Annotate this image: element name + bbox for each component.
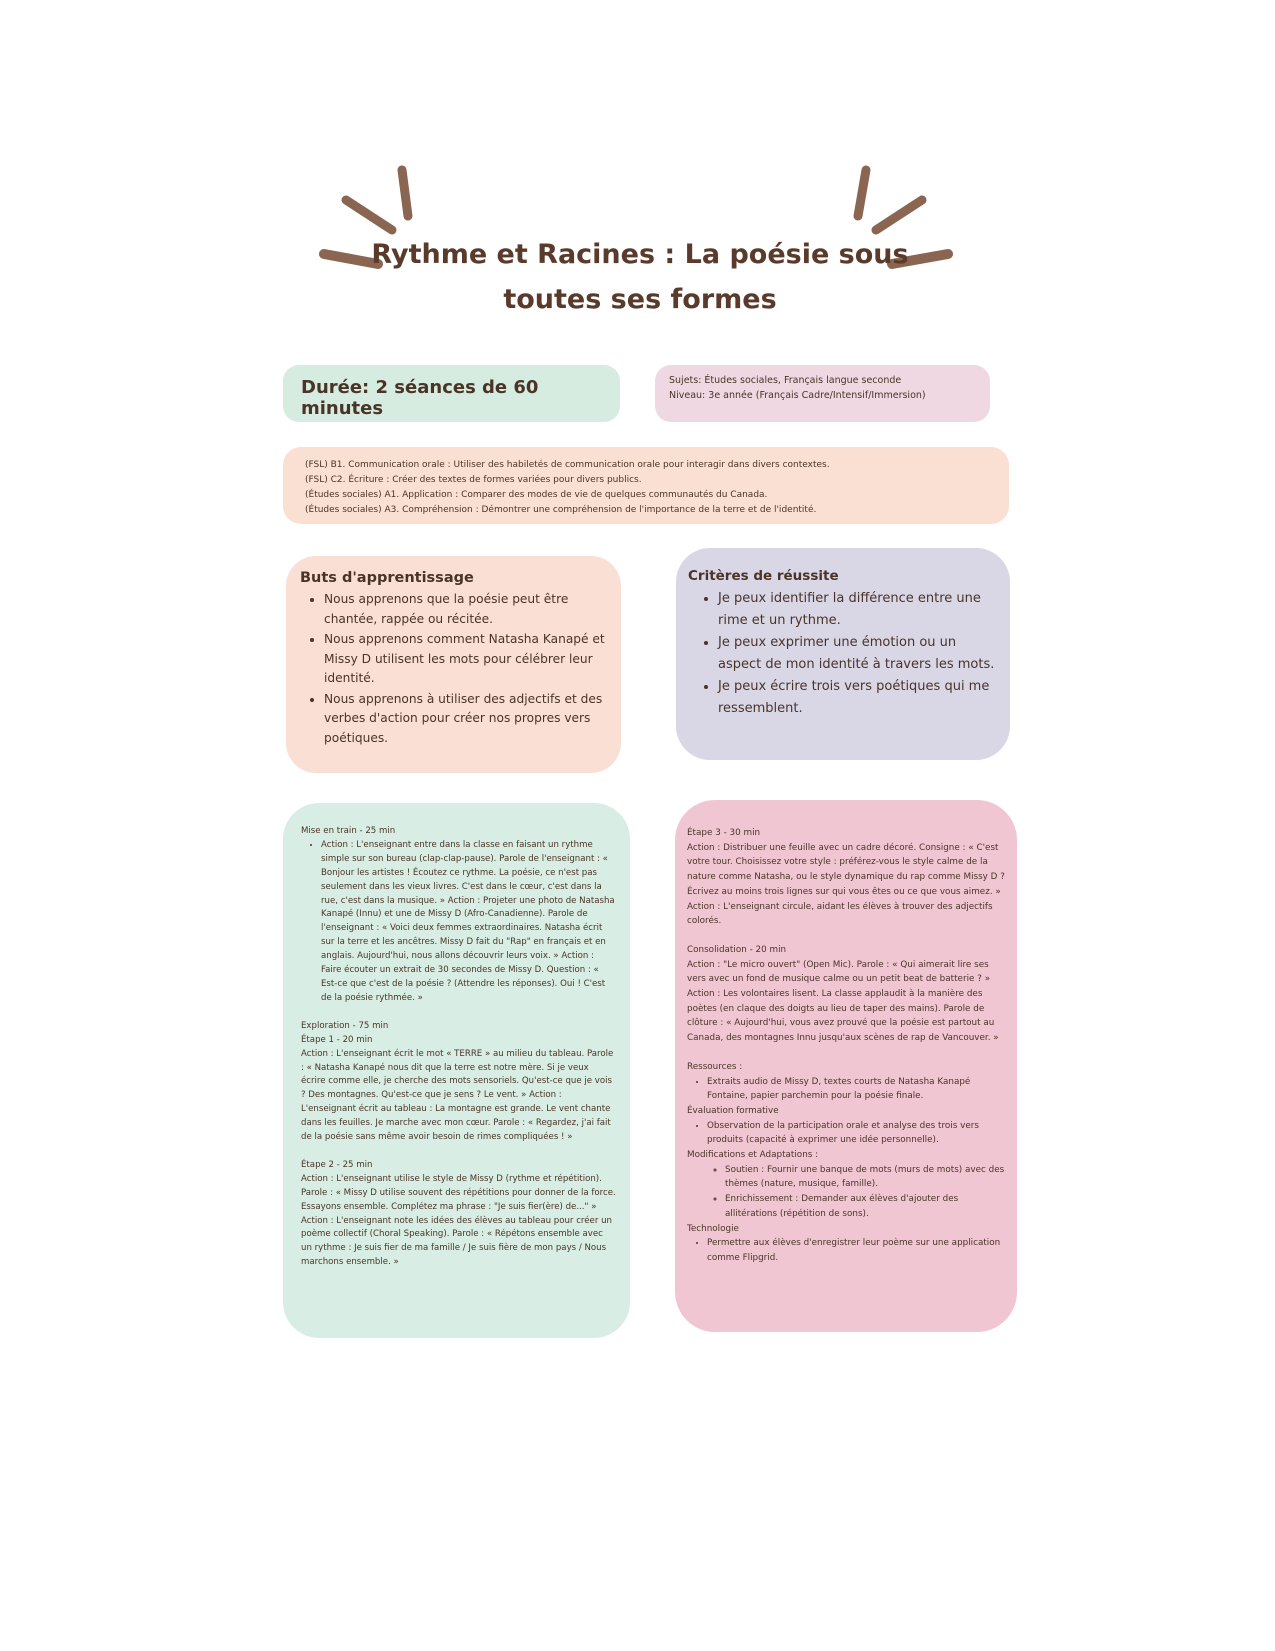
title-line-2: toutes ses formes — [503, 284, 777, 315]
page-title — [330, 232, 950, 322]
expectation-line: (FSL) B1. Communication orale : Utiliser des habiletés de communication orale pour interagir dans divers contextes. — [305, 460, 830, 470]
consolidation-heading: Consolidation - 20 min — [687, 944, 787, 955]
step3-text: Action : Distribuer une feuille avec un cadre décoré. Consigne : « C'est votre tour. Choisissez votre style : préférez-vous le style calme de la nature comme Natasha, ou le style dynamique du rap comme Missy D ? Écrivez au moins trois lignes sur qui vous êtes ou ce que vous aimez. » Action : L'enseignant circule, aidant les élèves à trouver des adjectifs colorés. — [687, 842, 1005, 927]
resources-item: • Extraits audio de Missy D, textes courts de Natasha Kanapé Fontaine, papier parchemin pour la poésie finale. — [707, 1075, 1005, 1104]
technology-heading: Technologie — [687, 1223, 739, 1234]
technology-list — [687, 1236, 1005, 1265]
learning-goals-card — [286, 556, 621, 773]
ray-left-2 — [346, 200, 392, 230]
consolidation-text: Action : "Le micro ouvert" (Open Mic). Parole : « Qui aimerait lire ses vers avec un fond de musique calme ou un petit beat de batterie ? » Action : Les volontaires lisent. La classe applaudit à la manière des poètes (en claque des doigts au lieu de taper des mains). Parole de clôture : « Aujourd'hui, vous avez prouvé que la poésie est partout au Canada, des montagnes Innu jusqu'aux scènes de rap de Vancouver. » — [687, 959, 999, 1044]
success-criteria-heading: Critères de réussite — [688, 568, 839, 584]
expectation-line: (Études sociales) A3. Compréhension : Démontrer une compréhension de l'importance de la terre et de l'identité. — [305, 505, 817, 515]
resources-heading: Ressources : — [687, 1061, 743, 1072]
exploration-heading: Exploration - 75 min — [301, 1020, 389, 1031]
warmup-list — [301, 839, 616, 1006]
lesson-right-column — [675, 800, 1017, 1332]
evaluation-list — [687, 1119, 1005, 1148]
modifications-heading: Modifications et Adaptations : — [687, 1150, 819, 1161]
expectation-line: (FSL) C2. Écriture : Créer des textes de formes variées pour divers publics. — [305, 475, 642, 485]
success-criterion-item: • Je peux écrire trois vers poétiques qui me ressemblent. — [718, 676, 998, 720]
success-criterion-item: • Je peux exprimer une émotion ou un aspect de mon identité à travers les mots. — [718, 632, 998, 676]
learning-goals-list — [300, 590, 607, 748]
modifications-list — [687, 1163, 1005, 1222]
learning-goals-heading: Buts d'apprentissage — [300, 570, 474, 586]
ray-right-1 — [858, 170, 866, 216]
success-criterion-item: • Je peux identifier la différence entre une rime et un rythme. — [718, 588, 998, 632]
step1-heading: Étape 1 - 20 min — [301, 1034, 373, 1045]
warmup-heading: Mise en train - 25 min — [301, 826, 396, 836]
learning-goal-item: • Nous apprenons à utiliser des adjectifs et des verbes d'action pour créer nos propres vers poétiques. — [324, 690, 607, 749]
learning-goal-item: • Nous apprenons comment Natasha Kanapé et Missy D utilisent les mots pour célébrer leur identité. — [324, 630, 607, 689]
ray-left-1 — [402, 170, 408, 216]
learning-goal-item: • Nous apprenons que la poésie peut être chantée, rappée ou récitée. — [324, 590, 607, 629]
step3-heading: Étape 3 - 30 min — [687, 828, 761, 838]
subjects-card — [655, 365, 990, 422]
step2-text: Action : L'enseignant utilise le style de Missy D (rythme et répétition). Parole : « Missy D utilise souvent des répétitions pour donner de la force. Essayons ensemble. Complétez ma phrase : "Je suis fier(ère) de..." » Action : L'enseignant note les idées des élèves au tableau pour créer un poème collectif (Choral Speaking). Parole : « Répétons ensemble avec un rythme : Je suis fier de ma famille / Je suis fière de mon pays / Nous marchons ensemble. » — [301, 1173, 616, 1268]
success-criteria-list — [688, 588, 998, 720]
step2-heading: Étape 2 - 25 min — [301, 1159, 373, 1170]
ray-right-2 — [876, 200, 922, 230]
curriculum-expectations-card — [283, 447, 1009, 524]
duration-text: Durée: 2 séances de 60 minutes — [301, 377, 539, 419]
success-criteria-card — [676, 548, 1010, 760]
title-line-1: Rythme et Racines : La poésie sous — [371, 239, 909, 270]
subjects-text: Sujets: Études sociales, Français langue seconde — [669, 375, 902, 386]
resources-list — [687, 1075, 1005, 1104]
warmup-item: • Action : L'enseignant entre dans la classe en faisant un rythme simple sur son bureau (clap-clap-pause). Parole de l'enseignant : « Bonjour les artistes ! Écoutez ce rythme. La poésie, ce n'est pas seulement dans les vieux livres. C'est dans le cœur, c'est dans la rue, c'est dans la musique. » Action : Projeter une photo de Natasha Kanapé (Innu) et une de Missy D (Afro-Canadienne). Parole de l'enseignant : « Voici deux femmes extraordinaires. Natasha écrit sur la terre et les ancêtres. Missy D fait du "Rap" en français et en anglais. Aujourd'hui, nous allons découvrir leurs voix. » Action : Faire écouter un extrait de 30 secondes de Missy D. Question : « Est-ce que c'est de la poésie ? (Attendre les réponses). Oui ! C'est de la poésie rythmée. » — [321, 839, 616, 1006]
step1-text: Action : L'enseignant écrit le mot « TERRE » au milieu du tableau. Parole : « Natasha Kanapé nous dit que la terre est notre mère. Si je veux écrire comme elle, je cherche des mots sensoriels. Qu'est-ce que je vois ? Des montagnes. Qu'est-ce que je sens ? Le vent. » Action : L'enseignant écrit au tableau : La montagne est grande. Le vent chante dans les feuilles. Je marche avec mon cœur. Parole : « Regardez, j'ai fait de la poésie sans même avoir besoin de rimes compliquées ! » — [301, 1048, 614, 1143]
support-item: ◦ Soutien : Fournir une banque de mots (murs de mots) avec des thèmes (nature, musique, famille). — [725, 1163, 1005, 1192]
lesson-left-column — [283, 803, 630, 1338]
duration-card — [283, 365, 620, 422]
technology-item: • Permettre aux élèves d'enregistrer leur poème sur une application comme Flipgrid. — [707, 1236, 1005, 1265]
enrichment-item: ◦ Enrichissement : Demander aux élèves d'ajouter des allitérations (répétition de sons). — [725, 1192, 1005, 1221]
evaluation-item: • Observation de la participation orale et analyse des trois vers produits (capacité à exprimer une idée personnelle). — [707, 1119, 1005, 1148]
evaluation-heading: Évaluation formative — [687, 1105, 779, 1116]
expectation-line: (Études sociales) A1. Application : Comparer des modes de vie de quelques communautés du Canada. — [305, 490, 768, 500]
level-text: Niveau: 3e année (Français Cadre/Intensif/Immersion) — [669, 390, 926, 401]
